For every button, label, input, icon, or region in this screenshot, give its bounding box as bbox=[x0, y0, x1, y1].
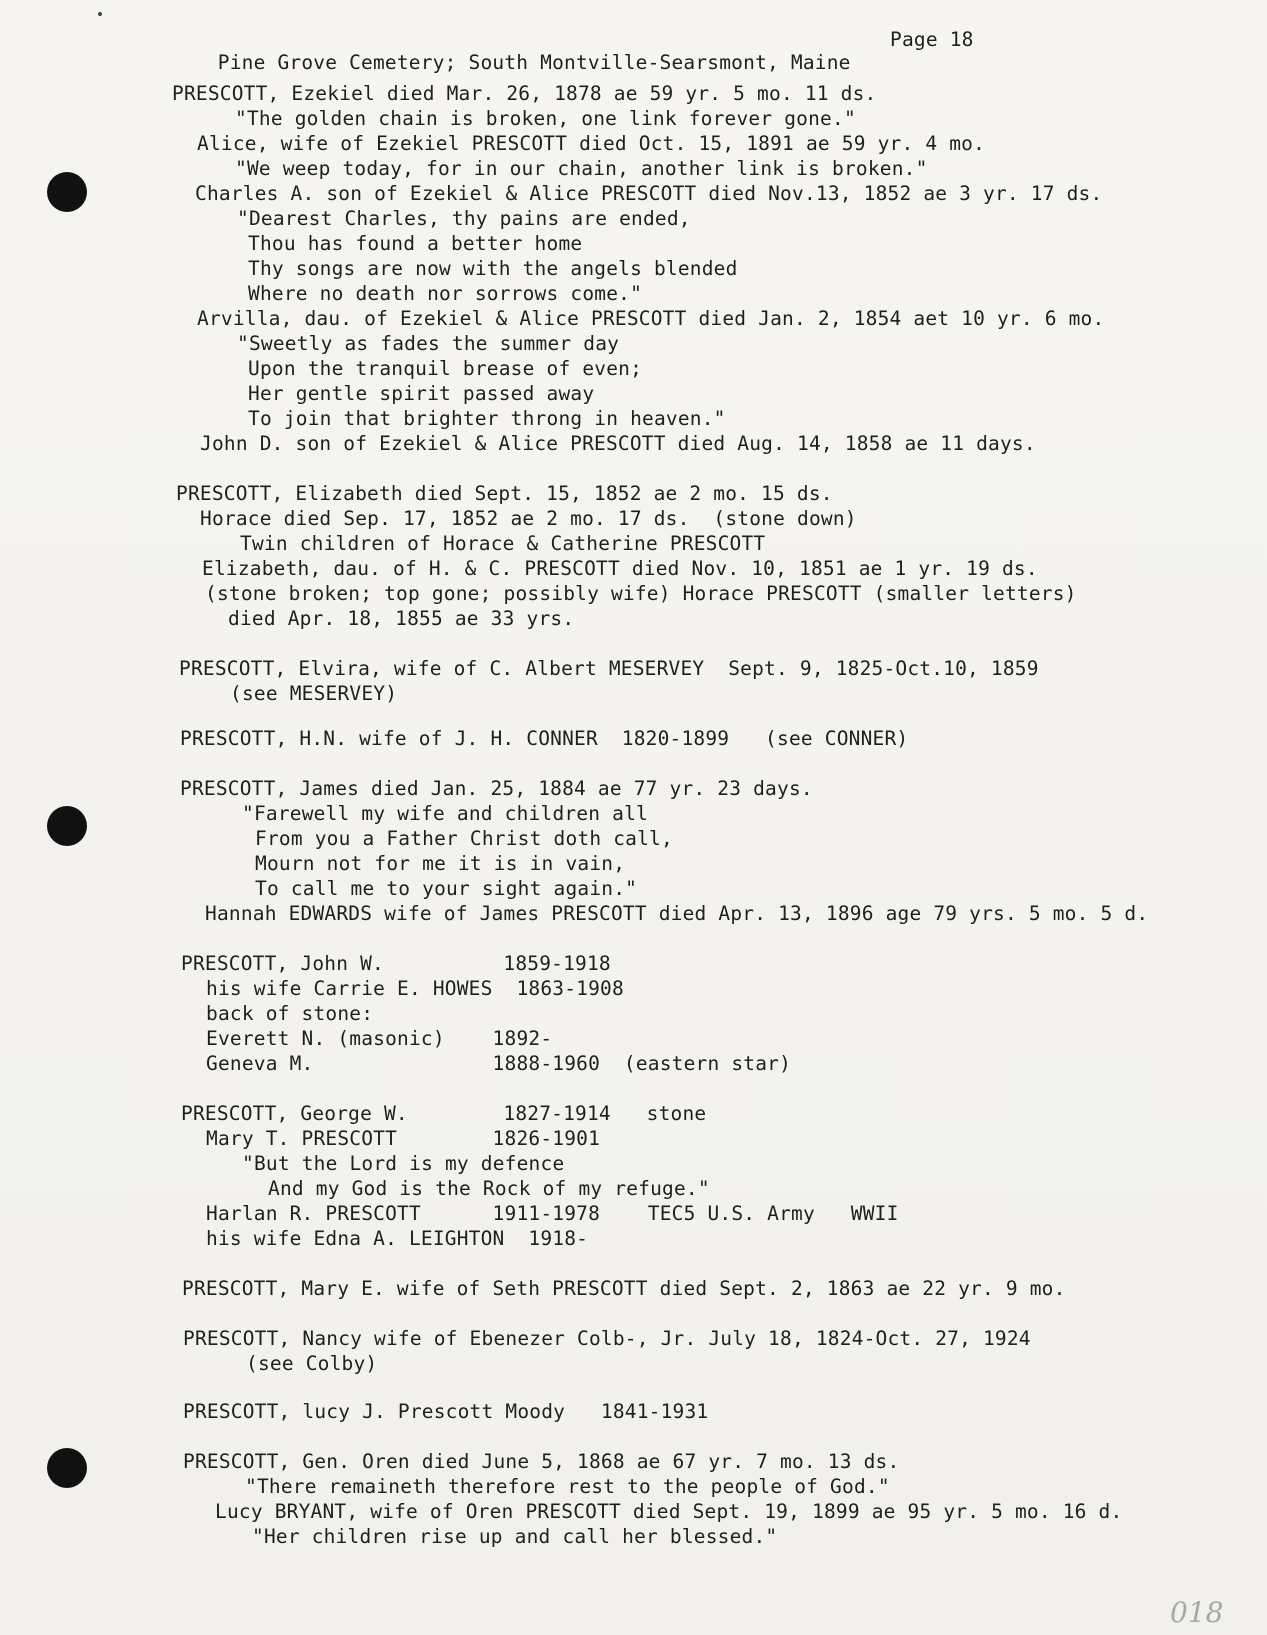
record-line: PRESCOTT, John W. 1859-1918 bbox=[181, 952, 611, 975]
record-line: "Dearest Charles, thy pains are ended, bbox=[237, 207, 691, 230]
record-line: PRESCOTT, George W. 1827-1914 stone bbox=[181, 1102, 707, 1125]
record-line: Arvilla, dau. of Ezekiel & Alice PRESCOTT died Jan. 2, 1854 aet 10 yr. 6 mo. bbox=[197, 307, 1105, 330]
record-line: PRESCOTT, Nancy wife of Ebenezer Colb-, Jr. July 18, 1824-Oct. 27, 1924 bbox=[183, 1327, 1031, 1350]
record-line: Lucy BRYANT, wife of Oren PRESCOTT died Sept. 19, 1899 ae 95 yr. 5 mo. 16 d. bbox=[215, 1500, 1123, 1523]
record-line: "The golden chain is broken, one link forever gone." bbox=[235, 107, 856, 130]
record-line: John D. son of Ezekiel & Alice PRESCOTT died Aug. 14, 1858 ae 11 days. bbox=[200, 432, 1036, 455]
record-line: "Sweetly as fades the summer day bbox=[237, 332, 620, 355]
record-line: Her gentle spirit passed away bbox=[248, 382, 595, 405]
record-line: (stone broken; top gone; possibly wife) Horace PRESCOTT (smaller letters) bbox=[205, 582, 1077, 605]
record-line: Where no death nor sorrows come." bbox=[248, 282, 643, 305]
binder-hole-top bbox=[47, 172, 87, 212]
record-line: Harlan R. PRESCOTT 1911-1978 TEC5 U.S. Army WWII bbox=[206, 1202, 899, 1225]
record-line: "We weep today, for in our chain, another link is broken." bbox=[235, 157, 928, 180]
record-line: Thou has found a better home bbox=[248, 232, 583, 255]
record-line: (see MESERVEY) bbox=[230, 682, 398, 705]
record-line: "Her children rise up and call her blessed." bbox=[252, 1525, 778, 1548]
record-line: From you a Father Christ doth call, bbox=[255, 827, 673, 850]
record-line: Mourn not for me it is in vain, bbox=[255, 852, 626, 875]
record-line: Geneva M. 1888-1960 (eastern star) bbox=[206, 1052, 792, 1075]
record-line: PRESCOTT, H.N. wife of J. H. CONNER 1820-1899 (see CONNER) bbox=[180, 727, 909, 750]
record-line: Elizabeth, dau. of H. & C. PRESCOTT died Nov. 10, 1851 ae 1 yr. 19 ds. bbox=[202, 557, 1038, 580]
record-line: Alice, wife of Ezekiel PRESCOTT died Oct. 15, 1891 ae 59 yr. 4 mo. bbox=[197, 132, 986, 155]
record-line: PRESCOTT, Mary E. wife of Seth PRESCOTT died Sept. 2, 1863 ae 22 yr. 9 mo. bbox=[182, 1277, 1066, 1300]
record-line: PRESCOTT, lucy J. Prescott Moody 1841-1931 bbox=[183, 1400, 709, 1423]
record-line: back of stone: bbox=[206, 1002, 374, 1025]
record-line: Thy songs are now with the angels blended bbox=[248, 257, 738, 280]
record-line: (see Colby) bbox=[246, 1352, 378, 1375]
record-line: PRESCOTT, Ezekiel died Mar. 26, 1878 ae 59 yr. 5 mo. 11 ds. bbox=[172, 82, 877, 105]
record-line: PRESCOTT, James died Jan. 25, 1884 ae 77 yr. 23 days. bbox=[180, 777, 813, 800]
record-line: "Farewell my wife and children all bbox=[242, 802, 648, 825]
record-line: Upon the tranquil brease of even; bbox=[248, 357, 643, 380]
record-line: To join that brighter throng in heaven." bbox=[248, 407, 726, 430]
binder-hole-bottom bbox=[47, 1448, 87, 1488]
record-line: Hannah EDWARDS wife of James PRESCOTT died Apr. 13, 1896 age 79 yrs. 5 mo. 5 d. bbox=[205, 902, 1149, 925]
record-line: "There remaineth therefore rest to the people of God." bbox=[245, 1475, 890, 1498]
record-line: To call me to your sight again." bbox=[255, 877, 638, 900]
speck bbox=[98, 12, 102, 16]
header-title: Pine Grove Cemetery; South Montville-Searsmont, Maine bbox=[217, 51, 851, 74]
record-line: PRESCOTT, Elvira, wife of C. Albert MESERVEY Sept. 9, 1825-Oct.10, 1859 bbox=[179, 657, 1039, 680]
page-stamp: 018 bbox=[1170, 1596, 1224, 1629]
record-line: his wife Edna A. LEIGHTON 1918- bbox=[206, 1227, 589, 1250]
record-line: Everett N. (masonic) 1892- bbox=[206, 1027, 553, 1050]
record-line: Twin children of Horace & Catherine PRESCOTT bbox=[240, 532, 766, 555]
page-number: Page 18 bbox=[890, 28, 974, 51]
record-line: Horace died Sep. 17, 1852 ae 2 mo. 17 ds. (stone down) bbox=[200, 507, 857, 530]
record-line: PRESCOTT, Elizabeth died Sept. 15, 1852 ae 2 mo. 15 ds. bbox=[176, 482, 833, 505]
record-line: PRESCOTT, Gen. Oren died June 5, 1868 ae 67 yr. 7 mo. 13 ds. bbox=[183, 1450, 900, 1473]
binder-hole-middle bbox=[47, 806, 87, 846]
record-line: died Apr. 18, 1855 ae 33 yrs. bbox=[228, 607, 575, 630]
record-line: his wife Carrie E. HOWES 1863-1908 bbox=[206, 977, 624, 1000]
record-line: And my God is the Rock of my refuge." bbox=[268, 1177, 710, 1200]
record-line: Mary T. PRESCOTT 1826-1901 bbox=[206, 1127, 601, 1150]
record-line: Charles A. son of Ezekiel & Alice PRESCOTT died Nov.13, 1852 ae 3 yr. 17 ds. bbox=[195, 182, 1103, 205]
record-line: "But the Lord is my defence bbox=[242, 1152, 565, 1175]
